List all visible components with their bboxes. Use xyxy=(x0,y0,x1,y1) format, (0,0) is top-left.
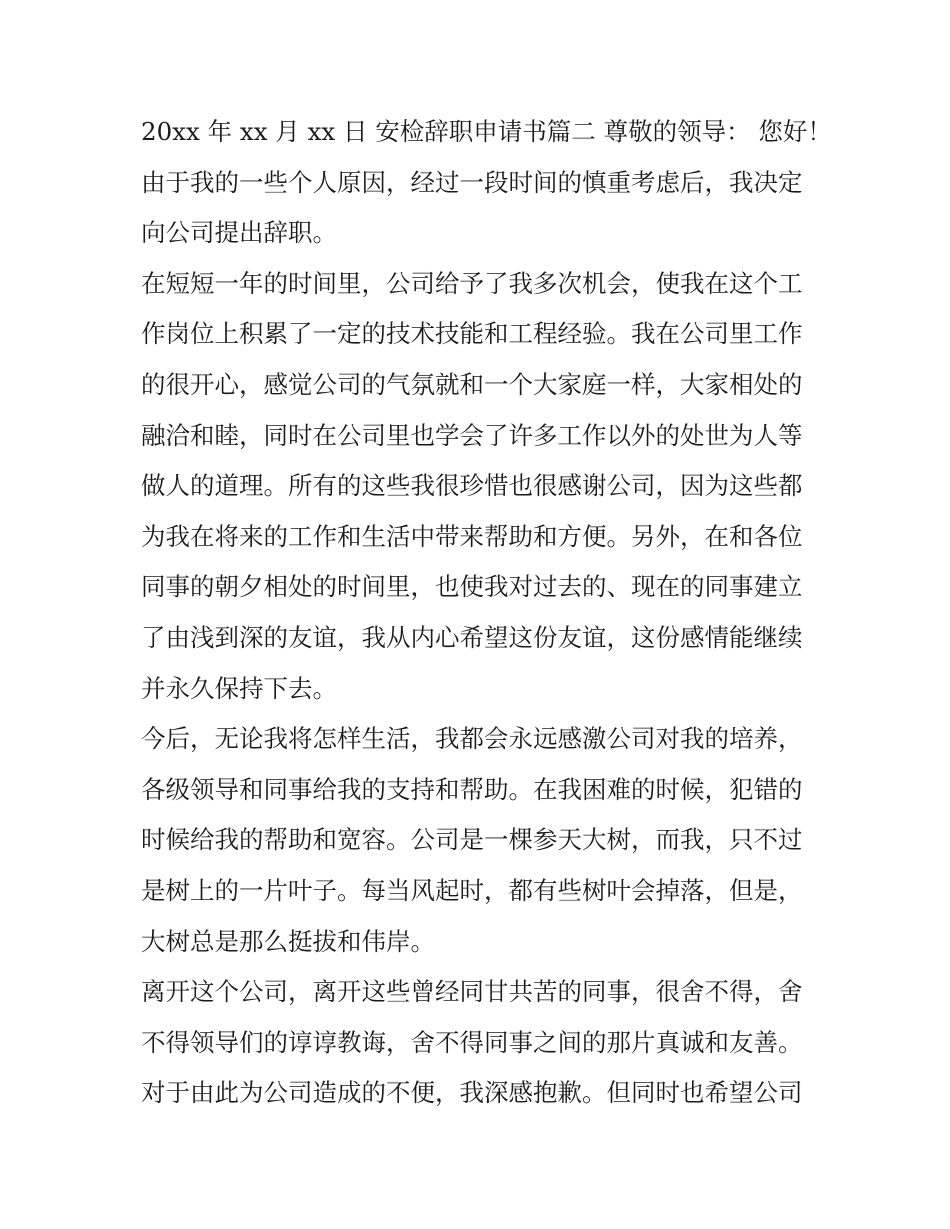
text-line: 向公司提出辞职。 xyxy=(141,218,337,248)
text-line: 融洽和睦，同时在公司里也学会了许多工作以外的处世为人等 xyxy=(141,420,803,450)
text-line: 做人的道理。所有的这些我很珍惜也很感谢公司，因为这些都 xyxy=(141,471,803,501)
text-line: 并永久保持下去。 xyxy=(141,673,337,703)
letter-body xyxy=(141,107,832,1119)
text-line: 了由浅到深的友谊，我从内心希望这份友谊，这份感情能继续 xyxy=(141,622,803,652)
text-line: 离开这个公司，离开这些曾经同甘共苦的同事，很舍不得，舍 xyxy=(141,977,803,1007)
text-line: 的很开心，感觉公司的气氛就和一个大家庭一样，大家相处的 xyxy=(141,369,803,399)
text-line: 时候给我的帮助和宽容。公司是一棵参天大树，而我，只不过 xyxy=(141,825,803,855)
text-line: 各级领导和同事给我的支持和帮助。在我困难的时候，犯错的 xyxy=(141,774,803,804)
text-line: 不得领导们的谆谆教诲，舍不得同事之间的那片真诚和友善。 xyxy=(141,1027,803,1057)
text-line: 是树上的一片叶子。每当风起时，都有些树叶会掉落，但是， xyxy=(141,875,803,905)
text-line: 由于我的一些个人原因，经过一段时间的慎重考虑后，我决定 xyxy=(141,167,803,197)
text-line: 对于由此为公司造成的不便，我深感抱歉。但同时也希望公司 xyxy=(141,1078,803,1108)
text-line: 在短短一年的时间里，公司给予了我多次机会，使我在这个工 xyxy=(141,268,803,298)
text-line: 今后，无论我将怎样生活，我都会永远感激公司对我的培养， xyxy=(141,724,803,754)
text-line-heading: 20xx 年 xx 月 xx 日 安检辞职申请书篇二 尊敬的领导： 您好！ xyxy=(141,117,832,146)
text-line: 大树总是那么挺拔和伟岸。 xyxy=(141,926,435,956)
text-line: 作岗位上积累了一定的技术技能和工程经验。我在公司里工作 xyxy=(141,319,803,349)
text-line: 为我在将来的工作和生活中带来帮助和方便。另外，在和各位 xyxy=(141,521,803,551)
text-line: 同事的朝夕相处的时间里，也使我对过去的、现在的同事建立 xyxy=(141,572,803,602)
